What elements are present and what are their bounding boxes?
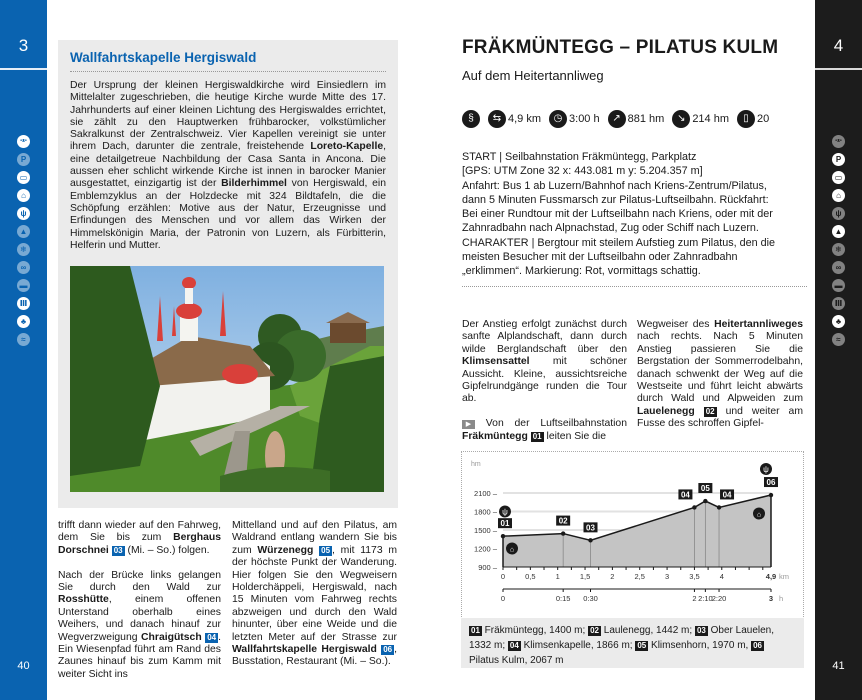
start-info-line: CHARAKTER | Bergtour mit steilem Aufstieg zum Pilatus, den die <box>462 236 776 249</box>
x-axis-unit: km <box>779 572 789 581</box>
stat-signpost <box>488 110 541 128</box>
left-facility-icons <box>0 135 47 346</box>
bed-icon: ▬ <box>832 279 845 292</box>
waypoint-point <box>769 493 773 497</box>
y-tick-label: 1200 – <box>474 544 497 554</box>
start-info-line: meisten Besucher mit der Luftseilbahn oder Zahnradbahn <box>462 251 738 264</box>
sidebar-divider <box>0 68 47 70</box>
stat-descent <box>672 110 729 128</box>
descent-icon: ↘ <box>672 110 690 128</box>
stat-value: 881 hm <box>627 113 665 125</box>
page-number-left: 40 <box>17 660 30 672</box>
waypoint-tag: 05 <box>321 545 331 555</box>
waypoint-label: 02 <box>558 516 568 526</box>
parking-icon: P <box>17 153 30 166</box>
x-tick-label: 0 <box>500 572 506 581</box>
restaurant-icon-glyph: ψ <box>763 465 769 474</box>
cable-car-icon-glyph: ⌂ <box>756 511 762 519</box>
time-tick-label: 2 <box>692 594 697 603</box>
x-tick-label: 0,5 <box>525 572 536 581</box>
y-tick-label: 1500 – <box>474 526 497 535</box>
tree-icon: ♣ <box>17 315 30 328</box>
stat-ascent <box>608 110 665 128</box>
right-text-column-1: Der Anstieg erfolgt zunächst durch sanfte Alplandschaft, dann durch wilde Berglandschaft über den Klimsensattel mit schöner Aussicht. Kleine, aussichtsreiche Gipfelrundgänge runden die Tour ab. ▶ Von der Luftseilbahnstation Fräkmüntegg 01 leiten Sie die <box>462 319 627 442</box>
waypoint-point <box>588 538 592 542</box>
time-tick-label: 3 <box>768 594 774 603</box>
right-text-column-2: Wegweiser des Heitertannliweges nach rechts. Nach 5 Minuten Anstieg passieren Sie die Bergstation der Sommerrodelbahn, danach schwenkt der Weg auf die Westseite und führt leicht abwärts durch Wald und Alpweiden zum Lauelenegg 02 und weiter am Fusse des schroffen Gipfel- <box>637 319 803 430</box>
waypoint-label: 06 <box>766 478 776 488</box>
left-text-column-1: trifft dann wieder auf den Fahrweg, dem Sie bis zum Berghaus Dorschnei 03 (Mi. – So.) folgen. Nach der Brücke links gelangen Sie durch den Wald zur Rosshütte, einem offenen Unterstand oberhalb eines Weihers, und danach hinauf zur Wegverzweigung Chraigütsch 04 . Ein Wiesenpfad führt am Rand des Zaunes hinauf bis zum Kamm mit weiter Sicht ins <box>58 520 221 680</box>
start-info-line: dann 5 Minuten Fussmarsch zur Pilatus-Luftseilbahn. Rückfahrt: <box>462 193 769 206</box>
church-photo-illustration <box>70 266 384 492</box>
waypoint-point <box>703 499 707 503</box>
y-tick-label: 2100 – <box>474 489 497 498</box>
play-marker-icon: ▶ <box>462 420 475 429</box>
stat-map <box>737 110 769 128</box>
swimming-icon: ≈ <box>832 333 845 346</box>
sidebar-divider <box>815 68 862 70</box>
waypoint-label: 05 <box>700 484 710 494</box>
right-chapter-sidebar <box>815 0 862 700</box>
start-info-line: Bei einer Rundtour mit der Luftseilbahn nach Kriens, oder mit der <box>462 208 773 221</box>
waypoint-tag: 02 <box>705 406 715 416</box>
waypoint-tag: 01 <box>471 626 480 635</box>
waypoint-tag: 01 <box>532 431 542 441</box>
start-info-line: Zahnradbahn nach Alpnachstad, Zug oder Schiff nach Luzern. <box>462 222 759 235</box>
cable-car-icon: ⌂ <box>17 189 30 202</box>
stat-route <box>462 110 480 128</box>
restaurant-icon-glyph: ψ <box>502 507 508 517</box>
x-tick-label: 2 <box>610 572 615 581</box>
route-icon: § <box>462 110 480 128</box>
x-tick-label: 1 <box>555 572 560 581</box>
bicycle-icon: ∞ <box>17 261 30 274</box>
tour-subtitle: Auf dem Heitertannliweg <box>462 68 604 83</box>
start-info-line: Anfahrt: Bus 1 ab Luzern/Bahnhof nach Kriens-Zentrum/Pilatus, <box>462 179 767 192</box>
museum-icon: Ⅲ <box>832 297 845 310</box>
x-tick-label: 3,5 <box>689 572 700 581</box>
waypoint-tag: 03 <box>113 545 123 555</box>
dotted-divider <box>70 71 386 72</box>
legend-entry: Pilatus Kulm, 2067 m <box>469 655 564 666</box>
info-box-text: Der Ursprung der kleinen Hergiswaldkirche wird Einsiedlern im Mittelalter zugeschrieben, die heutige Kirche wurde Mitte des 17. Jahrhunderts auf einer kleinen Lichtung des Hergiswaldes errichtet, sie zählt zu den Hauptwerken frühbarocker, volkstümlicher Sakralkunst der Zentralschweiz. Vier Kapellen vereinigt sie unter ihrem Dach, darunter die zentrale, freistehende Loreto-Kapelle, eine detailgetreue Nachbildung der Casa Santa in Ancona. Die aussen eher schlicht wirkende Kirche ist innen in barocker Manier ausgestattet, einzigartig ist der Bilderhimmel von Hergiswald, ein Emblemzyklus an der Holzdecke mit 324 Bildtafeln, die die Schöpfung erzählen: Motive aus der Natur, Erzeugnisse und Erfindungen des Menschen und vor allem das Wirken der Himmelskönigin Maria, der Patronin von Luzern, als Fürbitterin, Helferin und Mutter. <box>70 80 386 251</box>
swimming-icon: ≈ <box>17 333 30 346</box>
bear-icon: •ᴥ• <box>832 135 845 148</box>
elevation-profile-chart <box>461 451 804 619</box>
x-tick-label: 3 <box>664 572 670 581</box>
waypoint-point <box>717 505 721 509</box>
waypoint-tag: 06 <box>753 641 762 650</box>
legend-entry: Laulenegg, 1442 m; <box>600 625 695 636</box>
time-tick-label: 0:15 <box>555 594 571 603</box>
start-info-line: [GPS: UTM Zone 32 x: 443.081 m y: 5.204.357 m] <box>462 165 703 178</box>
bus-icon: ▭ <box>17 171 30 184</box>
bed-icon: ▬ <box>17 279 30 292</box>
y-tick-label: 900 – <box>478 563 497 572</box>
waypoint-tag: 05 <box>637 641 647 650</box>
y-axis-label: hm <box>471 461 481 468</box>
right-facility-icons <box>815 135 862 346</box>
legend-entry: Fräkmüntegg, 1400 m; <box>481 625 589 636</box>
waypoint-point <box>501 534 505 538</box>
left-chapter-sidebar <box>0 0 47 700</box>
dotted-divider <box>462 286 807 287</box>
museum-icon: Ⅲ <box>17 297 30 310</box>
info-box-title: Wallfahrtskapelle Hergiswald <box>70 50 257 65</box>
x-tick-label: 2,5 <box>634 572 645 581</box>
time-tick-label: 0 <box>500 594 506 603</box>
stat-value: 214 hm <box>692 113 730 125</box>
waypoint-label: 04 <box>680 490 690 500</box>
waypoint-tag: 04 <box>509 641 519 650</box>
waypoint-tag: 06 <box>383 645 393 655</box>
map-icon: ▯ <box>737 110 755 128</box>
chapter-number-right: 4 <box>833 36 844 55</box>
time-axis-unit: h <box>779 594 784 603</box>
start-info-line: „erklimmen“. Markierung: Rot, vormittags schattig. <box>462 265 701 278</box>
time-tick-label: 2:20 <box>711 594 727 603</box>
restaurant-icon: ψ <box>17 207 30 220</box>
bicycle-icon: ∞ <box>832 261 845 274</box>
church-photo <box>70 266 384 492</box>
stat-value: 3:00 h <box>569 113 600 125</box>
waypoint-tag: 02 <box>590 626 599 635</box>
snowflake-icon: ❄ <box>17 243 30 256</box>
waypoint-tag: 04 <box>207 632 217 642</box>
bus-icon: ▭ <box>832 171 845 184</box>
parking-icon: P <box>832 153 845 166</box>
tree-icon: ♣ <box>832 315 845 328</box>
waypoint-legend <box>461 618 804 668</box>
restaurant-icon: ψ <box>832 207 845 220</box>
stat-value: 4,9 km <box>508 113 542 125</box>
stat-clock <box>549 110 600 128</box>
legend-entry: Klimsenkapelle, 1866 m; <box>520 640 636 651</box>
cable-car-icon-glyph: ⌂ <box>509 546 515 554</box>
x-tick-label: 4 <box>719 572 724 581</box>
snowflake-icon: ❄ <box>832 243 845 256</box>
waypoint-label: 01 <box>500 519 510 529</box>
x-tick-label: 4,9 <box>765 572 777 581</box>
waypoint-point <box>692 505 696 509</box>
chapter-number-left: 3 <box>18 36 29 55</box>
x-tick-label: 1,5 <box>579 572 591 581</box>
tour-title: FRÄKMÜNTEGG – PILATUS KULM <box>462 37 779 58</box>
mountain-icon: ▲ <box>832 225 845 238</box>
signpost-icon: ⇆ <box>488 110 506 128</box>
stat-value: 20 <box>757 113 770 125</box>
clock-icon: ◷ <box>549 110 567 128</box>
start-info-line: START | Seilbahnstation Fräkmüntegg, Parkplatz <box>462 151 697 163</box>
left-text-column-2: Mittelland und auf den Pilatus, am Waldrand entlang wandern Sie bis zum Würzenegg 05 , mit 1173 m der höchste Punkt der Wanderung. Hier folgen Sie den Wegweisern Holderchäppeli, Hergiswald, nach 15 Minuten vom Fahrweg rechts abzweigen und durch den Wald hinunter, über eine Weide und die letzten Meter auf der Strasse zur Wallfahrtskapelle Hergiswald 06 , Busstation, Restaurant (Mi. – So.). <box>232 520 397 668</box>
waypoint-label: 04 <box>722 490 732 500</box>
waypoint-label: 03 <box>586 523 595 533</box>
legend-entry: Ober Lauelen, 1332 m; <box>469 625 775 651</box>
time-tick-label: 2:10 <box>698 594 713 603</box>
bear-icon: •ᴥ• <box>17 135 30 148</box>
time-tick-label: 0:30 <box>583 594 598 603</box>
y-tick-label: 1800 – <box>474 507 497 517</box>
tour-stats <box>462 110 773 128</box>
legend-entry: Klimsenhorn, 1970 m, <box>648 640 752 651</box>
waypoint-point <box>561 531 565 535</box>
ascent-icon: ↗ <box>608 110 626 128</box>
waypoint-tag: 03 <box>696 626 706 635</box>
mountain-icon: ▲ <box>17 225 30 238</box>
elevation-area <box>500 495 771 567</box>
page-number-right: 41 <box>832 660 845 672</box>
start-info-block <box>462 150 814 279</box>
info-box-hergiswald <box>58 40 398 508</box>
cable-car-icon: ⌂ <box>832 189 845 202</box>
